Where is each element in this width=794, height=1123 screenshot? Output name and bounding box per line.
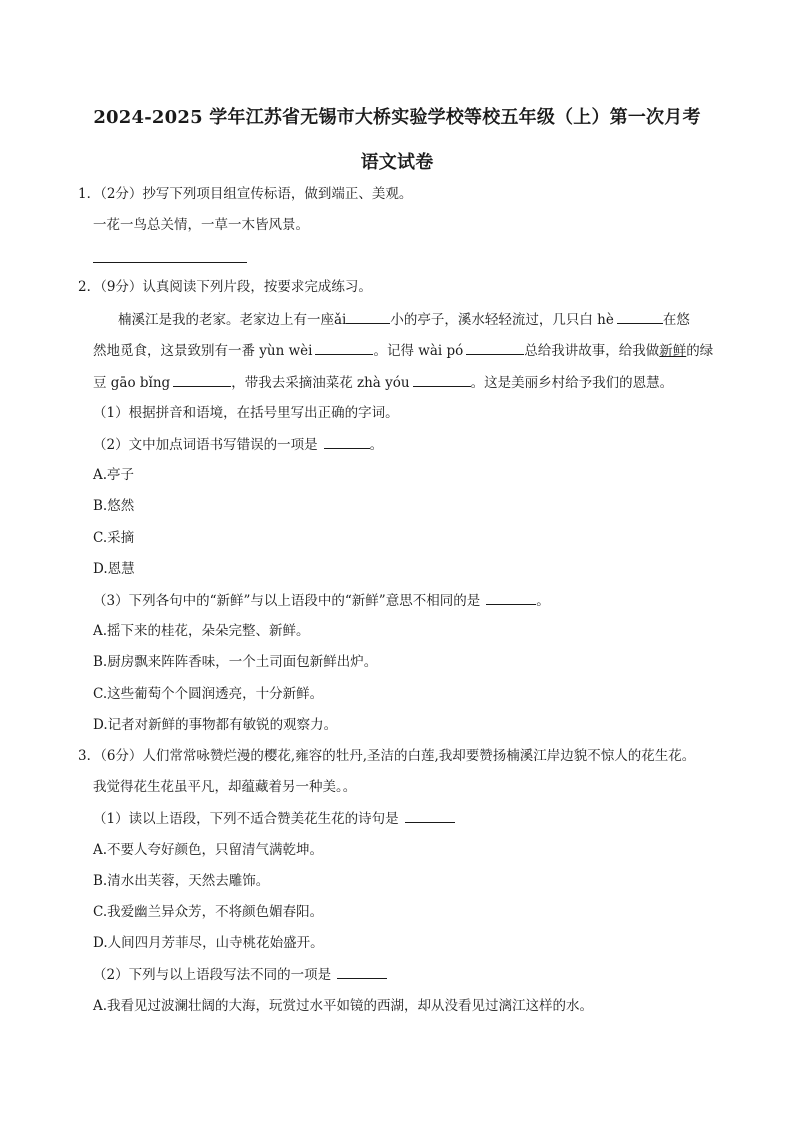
passage-text: 楠溪江是我的老家。老家边上有一座ǎi xyxy=(118,312,347,328)
passage-text: 。记得 wài pó xyxy=(373,343,464,359)
question-3-sub-1 xyxy=(93,808,455,829)
sub-question-text: （1）读以上语段，下列不适合赞美花生花的诗句是 xyxy=(93,811,399,827)
sub-question-text: （2）下列与以上语段写法不同的一项是 xyxy=(93,967,332,983)
option-a[interactable]: A.摇下来的桂花，朵朵完整、新鲜。 xyxy=(93,623,310,639)
question-1-slogan: 一花一鸟总关情，一草一木皆风景。 xyxy=(93,217,309,233)
option-a[interactable]: A.我看见过波澜壮阔的大海，玩赏过水平如镜的西湖，却从没看见过漓江这样的水。 xyxy=(93,998,594,1014)
option-d[interactable]: D.记者对新鲜的事物都有敏锐的观察力。 xyxy=(93,717,338,733)
blank-yunwei[interactable] xyxy=(315,340,373,355)
question-3-stem: 3．（6分）人们常常咏赞烂漫的樱花,雍容的牡丹,圣洁的白莲,我却要赞扬楠溪江岸边貌不惊人的花生花。 xyxy=(78,748,696,764)
blank-gaobing[interactable] xyxy=(173,372,231,387)
question-2-passage-line2 xyxy=(93,340,713,361)
passage-text: ，带我去采摘油菜花 zhà yóu xyxy=(231,375,410,391)
sub-question-text: （2）文中加点词语书写错误的一项是 xyxy=(93,437,318,453)
option-d[interactable]: D.恩慧 xyxy=(93,561,135,577)
question-2-passage-line3 xyxy=(93,372,673,393)
question-2-sub-1: （1）根据拼音和语境，在括号里写出正确的字词。 xyxy=(93,405,399,421)
blank-answer[interactable] xyxy=(337,964,387,979)
passage-text: 在悠 xyxy=(662,312,690,328)
sub-question-end: 。 xyxy=(536,593,550,609)
question-2-sub-2 xyxy=(93,434,383,455)
option-c[interactable]: C.采摘 xyxy=(93,530,135,546)
blank-answer[interactable] xyxy=(405,808,455,823)
exam-title-line1: 2024-2025 学年江苏省无锡市大桥实验学校等校五年级（上）第一次月考 xyxy=(93,107,701,128)
passage-text: 豆 gāo bǐng xyxy=(93,375,171,391)
question-3-sub-2 xyxy=(93,964,387,985)
option-b[interactable]: B.悠然 xyxy=(93,498,135,514)
question-3-stem-continued: 我觉得花生花虽平凡，却蕴藏着另一种美。。 xyxy=(93,779,357,795)
blank-he[interactable] xyxy=(617,309,663,324)
option-a[interactable]: A.亭子 xyxy=(93,467,135,483)
passage-text: 总给我讲故事，给我做 xyxy=(524,343,660,359)
blank-answer[interactable] xyxy=(324,434,370,449)
option-b[interactable]: B.清水出芙蓉，天然去雕饰。 xyxy=(93,873,270,889)
passage-text: 的绿 xyxy=(686,343,714,359)
option-c[interactable]: C.这些葡萄个个圆润透亮，十分新鲜。 xyxy=(93,686,324,702)
blank-answer[interactable] xyxy=(486,590,536,605)
exam-title-line2: 语文试卷 xyxy=(360,152,434,173)
passage-text: 小的亭子，溪水轻轻流过，几只白 hè xyxy=(390,312,614,328)
sub-question-end: 。 xyxy=(369,437,384,453)
question-2-sub-3 xyxy=(93,590,550,611)
option-b[interactable]: B.厨房飘来阵阵香味，一个土司面包新鲜出炉。 xyxy=(93,654,378,670)
sub-question-text: （3）下列各句中的“新鲜”与以上语段中的“新鲜”意思不相同的是 xyxy=(93,593,481,609)
question-2-passage-line1 xyxy=(118,309,690,330)
blank-waipo[interactable] xyxy=(466,340,524,355)
option-c[interactable]: C.我爱幽兰异众芳，不将颜色媚春阳。 xyxy=(93,904,324,920)
passage-text: 。这是美丽乡村给予我们的恩慧。 xyxy=(470,375,674,391)
option-d[interactable]: D.人间四月芳菲尽，山寺桃花始盛开。 xyxy=(93,935,324,951)
question-2-stem: 2．（9分）认真阅读下列片段，按要求完成练习。 xyxy=(78,279,372,295)
blank-ai[interactable] xyxy=(346,309,390,324)
question-1-stem: 1．（2分）抄写下列项目组宣传标语，做到端正、美观。 xyxy=(78,186,413,202)
blank-zhayou[interactable] xyxy=(413,372,471,387)
underlined-word: 新鲜 xyxy=(659,343,687,359)
passage-text: 然地觅食，这景致别有一番 yùn wèi xyxy=(93,343,313,359)
question-1-answer-line[interactable] xyxy=(93,262,247,263)
option-a[interactable]: A.不要人夸好颜色，只留清气满乾坤。 xyxy=(93,842,324,858)
